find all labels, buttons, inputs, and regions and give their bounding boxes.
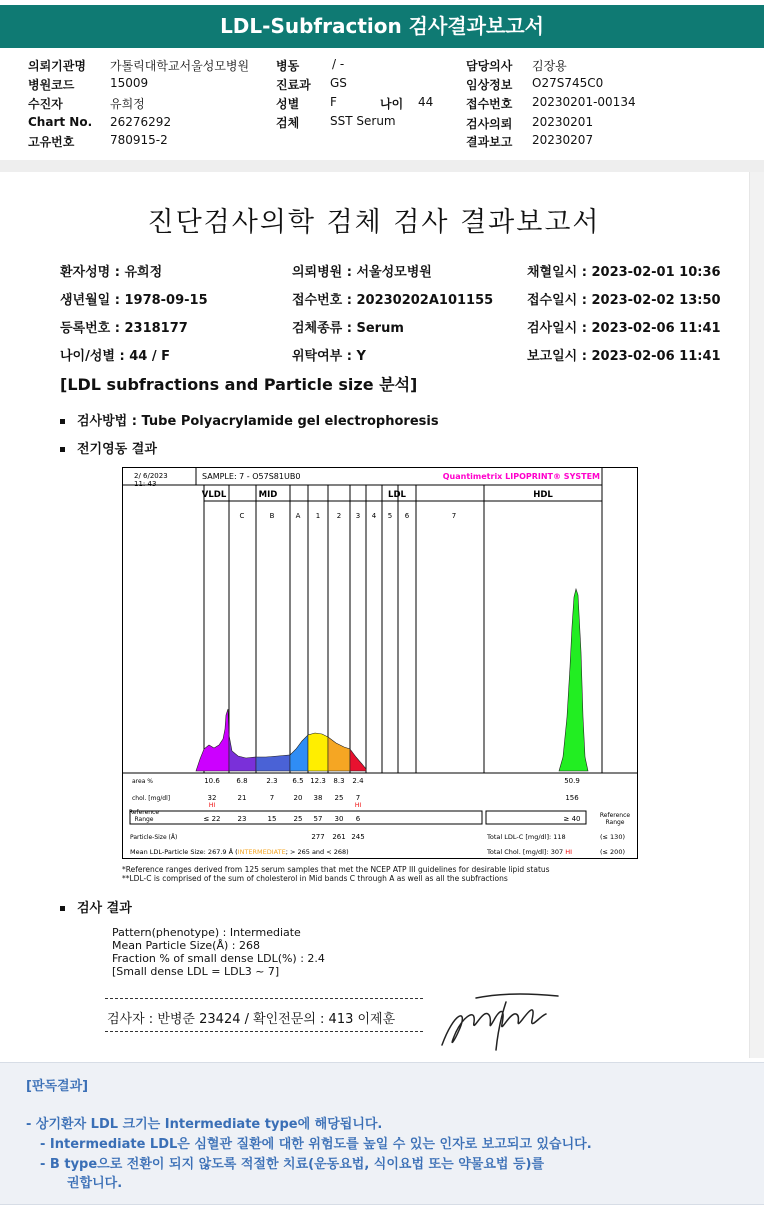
band-label: 1 [315,512,321,520]
divider [105,1031,423,1032]
region-label: MID [258,490,278,500]
chol-value: 7 [355,794,361,802]
hdr-value: 20230207 [532,133,594,147]
hdr-label: 검체 [276,116,300,130]
patient-info: 검사일시 : 2023-02-06 11:41 [527,321,721,336]
reference-value: ≥ 40 [563,815,581,823]
hdr-value: 20230201-00134 [532,95,636,109]
patient-info: 검체종류 : Serum [292,321,404,336]
patient-info: 접수일시 : 2023-02-02 13:50 [527,293,721,308]
hdr-label: 의뢰기관명 [28,59,86,73]
patient-info: 나이/성별 : 44 / F [60,349,171,364]
chart-title: Quantimetrix LIPOPRINT® SYSTEM [442,472,600,481]
judgement-line: - 상기환자 LDL 크기는 Intermediate type에 해당됩니다. [26,1117,383,1132]
band-label: 4 [371,512,377,520]
method-bullet [60,410,439,429]
reference-value: 15 [267,815,277,823]
reference-value: 30 [334,815,344,823]
area-value: 50.9 [564,777,580,785]
electro-bullet [60,438,157,457]
hdr-label: 병원코드 [28,78,75,92]
row-label: Reference [128,809,160,816]
area-value: 2.3 [266,777,278,785]
region-label: LDL [388,490,406,500]
hdr-value: 15009 [110,76,149,90]
chol-value: 21 [237,794,247,802]
reference-value: ≤ 22 [203,815,221,823]
row-label: Range [134,816,154,823]
hdr-label: 병동 [276,59,300,73]
chol-value: 25 [334,794,344,802]
chart-date: 2/ 6/2023 [134,472,168,480]
hdr-value: O27S745C0 [532,76,604,90]
hdr-label: 검사의뢰 [466,117,513,131]
chol-value: 38 [313,794,323,802]
area-value: 8.3 [333,777,345,785]
hdr-label: 수진자 [28,97,63,111]
divider [105,998,423,999]
result-line: Pattern(phenotype) : Intermediate [112,926,301,939]
header-info [0,52,764,160]
mean-size-line: Mean LDL-Particle Size: 267.9 Å (INTERMEDIATE; > 265 and < 268) [130,848,349,856]
report-banner [0,5,764,48]
chart-sample: SAMPLE: 7 - O57S81UB0 [202,472,301,481]
hdr-value: SST Serum [330,114,396,128]
reference-value: 23 [237,815,247,823]
chart-footnotes [122,865,550,883]
chol-value: 32 [207,794,217,802]
patient-info: 생년월일 : 1978-09-15 [60,293,208,308]
hdr-label: 성별 [276,97,300,111]
signature-image [436,990,561,1056]
section-separator [0,160,764,172]
hdr-value: 44 [418,95,434,109]
reference-value: 57 [313,815,323,823]
hdr-label: 고유번호 [28,135,75,149]
total-ldl: Total LDL-C [mg/dl]: 118 [487,833,566,841]
chol-flag: HI [354,802,362,809]
hdr-label: 담당의사 [466,59,513,73]
area-value: 6.5 [292,777,304,785]
hdr-label: 결과보고 [466,135,513,149]
judgement-line: - Intermediate LDL은 심혈관 질환에 대한 위험도를 높일 수 있는 인자로 보고되고 있습니다. [40,1137,592,1152]
density-segment [308,733,328,771]
particle-size-value: 277 [311,833,325,841]
row-label: Range [605,819,625,826]
total-ldl-ref: (≤ 130) [600,833,625,841]
hdr-label: 나이 [380,97,404,111]
banner-title: LDL-Subfraction 검사결과보고서 [220,14,544,38]
band-label: 3 [355,512,361,520]
area-value: 6.8 [236,777,248,785]
result-line: Mean Particle Size(Å) : 268 [112,939,260,952]
band-label: 2 [336,512,342,520]
total-chol: Total Chol. [mg/dl]: 307 HI [487,848,573,856]
footnote: *Reference ranges derived from 125 serum samples that met the NCEP ATP III guidelines for desirable lipid status [122,865,550,874]
reference-value: 6 [355,815,361,823]
patient-info: 등록번호 : 2318177 [60,321,188,336]
patient-info: 환자성명 : 유희정 [60,265,163,280]
area-value: 12.3 [310,777,326,785]
band-label: A [295,512,301,520]
lipoprint-chart [122,467,638,859]
hdr-label: 접수번호 [466,97,513,111]
hdr-value: 가톨릭대학교서울성모병원 [110,59,250,73]
judgement-line: 권합니다. [67,1176,123,1191]
patient-info: 보고일시 : 2023-02-06 11:41 [527,349,721,364]
method-text: 검사방법 : Tube Polyacrylamide gel electrophoresis [77,414,439,429]
chol-value: 20 [293,794,303,802]
result-bullet [60,897,132,916]
hdr-value: 26276292 [110,115,172,129]
footnote: **LDL-C is comprised of the sum of cholesterol in Mid bands C through A as well as all the subfractions [122,874,508,883]
result-heading: 검사 결과 [77,901,132,916]
particle-size-value: 245 [351,833,365,841]
hdr-value: 780915-2 [110,133,168,147]
row-label: chol. [mg/dl] [132,795,171,802]
hdr-value: 유희정 [110,97,145,111]
hdr-value: F [330,95,337,109]
hdr-label: 임상정보 [466,78,513,92]
band-label: 7 [451,512,457,520]
region-label: HDL [533,490,553,500]
row-label: Particle-Size (Å) [130,834,178,841]
chart-frame [123,468,638,859]
chol-flag: HI [208,802,216,809]
bullet-icon [60,419,65,424]
reference-value: 25 [293,815,303,823]
row-label: area % [132,778,153,785]
band-label: 5 [387,512,393,520]
band-label: C [239,512,245,520]
patient-info: 의뢰병원 : 서울성모병원 [292,265,432,280]
hdr-value: / - [332,57,345,71]
signer-line: 검사자 : 반병준 23424 / 확인전문의 : 413 이제훈 [107,1012,396,1027]
area-value: 10.6 [204,777,220,785]
hdr-value: 20230201 [532,115,594,129]
bullet-icon [60,447,65,452]
electro-text: 전기영동 결과 [77,442,157,457]
hdr-value: 김장용 [532,59,567,73]
judgement-line: - B type으로 전환이 되지 않도록 적절한 치료(운동요법, 식이요법 또는 약물요법 등)를 [40,1157,545,1172]
band-label: B [269,512,275,520]
area-value: 2.4 [352,777,364,785]
patient-info: 접수번호 : 20230202A101155 [292,293,494,308]
bullet-icon [60,906,65,911]
particle-size-value: 261 [332,833,346,841]
chol-value: 7 [269,794,275,802]
chart-time: 11: 43 [134,480,157,488]
region-label: VLDL [201,490,227,500]
result-line: Fraction % of small dense LDL(%) : 2.4 [112,952,325,965]
band-label: 6 [404,512,410,520]
hdr-value: GS [330,76,347,90]
patient-info: 채혈일시 : 2023-02-01 10:36 [527,265,721,280]
result-line: [Small dense LDL = LDL3 ~ 7] [112,965,280,978]
patient-info: 위탁여부 : Y [292,349,366,364]
scroll-gutter [750,172,764,1058]
result-block [112,926,325,978]
hdr-label: Chart No. [28,115,93,129]
judgement-title: [판독결과] [26,1079,89,1094]
density-segment [256,755,290,771]
hdr-label: 진료과 [276,78,311,92]
chol-value: 156 [565,794,579,802]
total-chol-ref: (≤ 200) [600,848,625,856]
report-title: 진단검사의학 검체 검사 결과보고서 [147,207,601,238]
row-label: Reference [599,812,631,819]
section-heading: [LDL subfractions and Particle size 분석] [60,375,418,394]
